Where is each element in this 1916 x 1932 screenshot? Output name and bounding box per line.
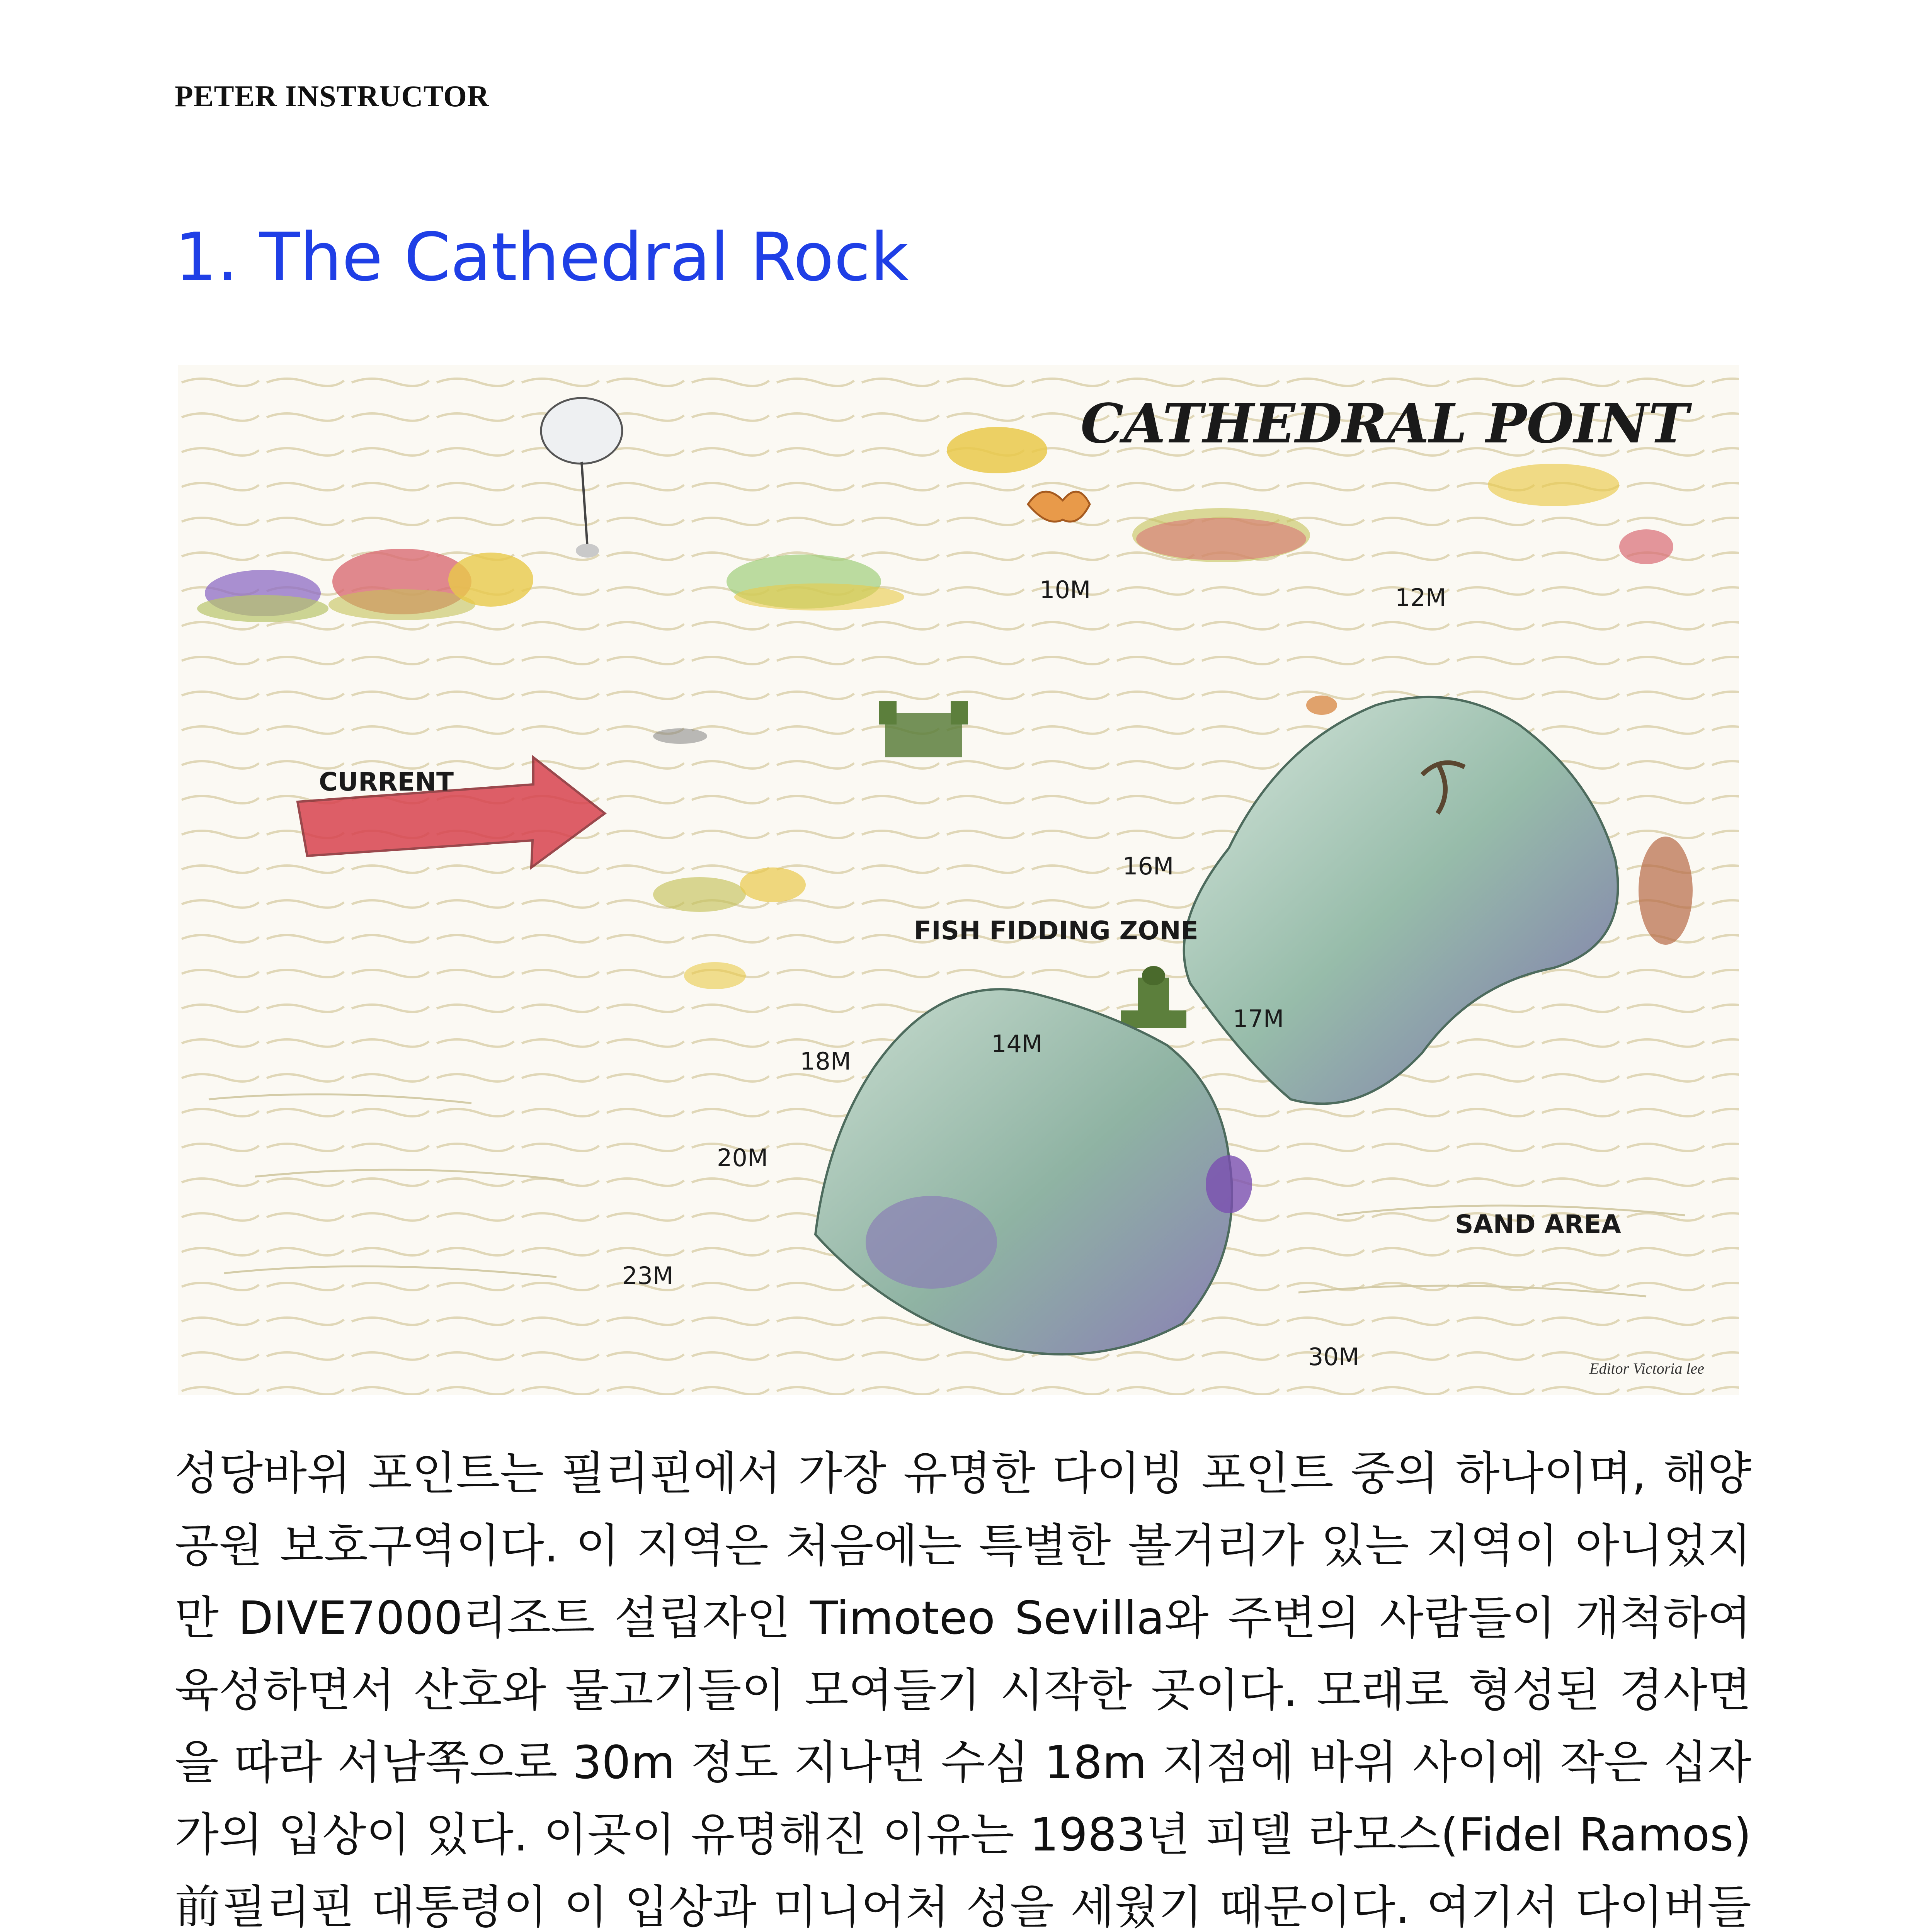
section-title: 1. The Cathedral Rock [175,218,909,296]
depth-label-12m: 12M [1395,583,1446,612]
dive-site-map [178,365,1739,1395]
map-illustration [178,365,1739,1395]
depth-label-30m: 30M [1308,1343,1360,1371]
depth-label-17m: 17M [1233,1005,1284,1033]
depth-label-20m: 20M [717,1144,768,1172]
sand-area-label: SAND AREA [1455,1209,1621,1239]
depth-label-10m: 10M [1040,576,1091,604]
fish-feeding-zone-label: FISH FIDDING ZONE [914,916,1198,946]
depth-label-16m: 16M [1123,852,1174,880]
depth-label-18m: 18M [800,1047,851,1075]
depth-label-14m: 14M [991,1030,1043,1058]
current-label: CURRENT [319,767,454,797]
body-paragraph: 성당바위 포인트는 필리핀에서 가장 유명한 다이빙 포인트 중의 하나이며, 해양공원 보호구역이다. 이 지역은 처음에는 특별한 볼거리가 있는 지역이 아니었지만 DIVE7000리조트 설립자인 Timoteo Sevilla와 주변의 사람들이 개척하여 육성하면서 산호와 물고기들이 모여들기 시작한 곳이다. 모래로 형성된 경사면을 따라 서남쪽으로 30m 정도 지나면 수심 18m 지점에 바위 사이에 작은 십자가의 입상이 있다. 이곳이 유명해진 이유는 1983년 피델 라모스(Fidel Ramos) 前필리핀 대통령이 이 입상과 미니어처 성을 세웠기 때문이다. 여기서 다이버들 [175,1447,1751,1932]
illustration-credit: Editor Victoria lee [1589,1360,1704,1377]
depth-label-23m: 23M [622,1262,674,1290]
map-title: CATHEDRAL POINT [1081,392,1689,456]
running-header: PETER INSTRUCTOR [175,79,490,113]
